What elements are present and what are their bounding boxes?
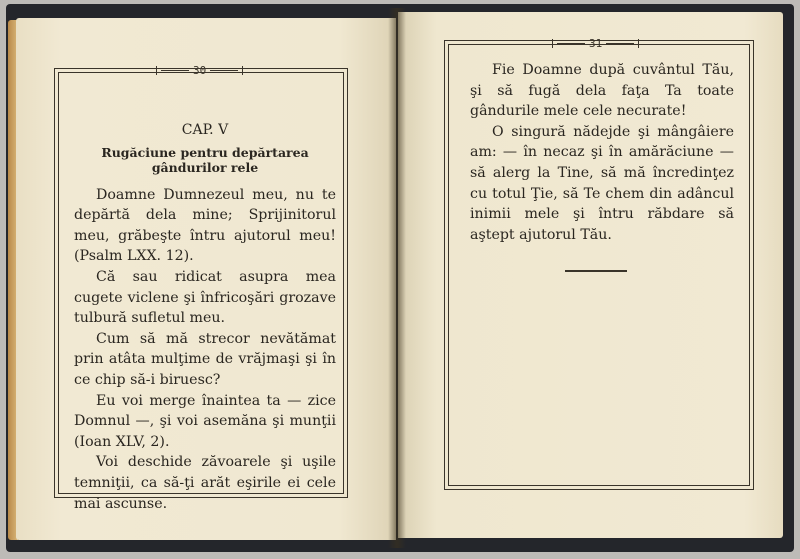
right-page-number-text: 31 (589, 37, 603, 50)
paragraph: Fie Doamne după cuvântul Tău, şi să fugă dela faţa Ta toate gândurile mele cele necurate! (470, 62, 734, 120)
prayer-heading: Rugăciune pentru depărtarea gândurilor rele (101, 144, 309, 175)
right-page-text (470, 60, 734, 245)
section-divider (565, 270, 627, 272)
paragraph: Eu voi merge înaintea ta — zice Domnul —, şi voi asemăna şi munţii (Ioan XLV, 2). (74, 392, 336, 450)
paragraph: O singură nădejde şi mângâiere am: — în necaz şi în amărăciune — să alerg la Tine, să mă încredinţez cu totul Ţie, să Te chem din adâncul inimii mele şi întru răbdare să aştept ajutorul Tău. (470, 123, 734, 243)
chapter-title: CAP. V (181, 122, 229, 138)
book-spine (388, 8, 406, 548)
paragraph: Cum să mă strecor nevătămat prin atâta mulţime de vrăjmaşi şi în ce chip să-i biruesc? (74, 330, 336, 388)
right-page (398, 12, 783, 538)
paragraph: Că sau ridicat asupra mea cugete viclene şi înfricoşări grozave tulbură sufletul meu. (74, 268, 336, 327)
left-page (16, 18, 396, 540)
left-page-number-text: 30 (193, 64, 207, 77)
paragraph: Voi deschide zăvoarele şi uşile temniţii, ca să-ţi arăt eşirile ei cele mai ascunse. (74, 454, 336, 512)
paragraph: Doamne Dumnezeul meu, nu te depărtă dela mine; Sprijinitorul meu, grăbeşte întru ajutorul meu! (Psalm LXX. 12). (74, 186, 336, 265)
left-page-text (74, 120, 336, 514)
